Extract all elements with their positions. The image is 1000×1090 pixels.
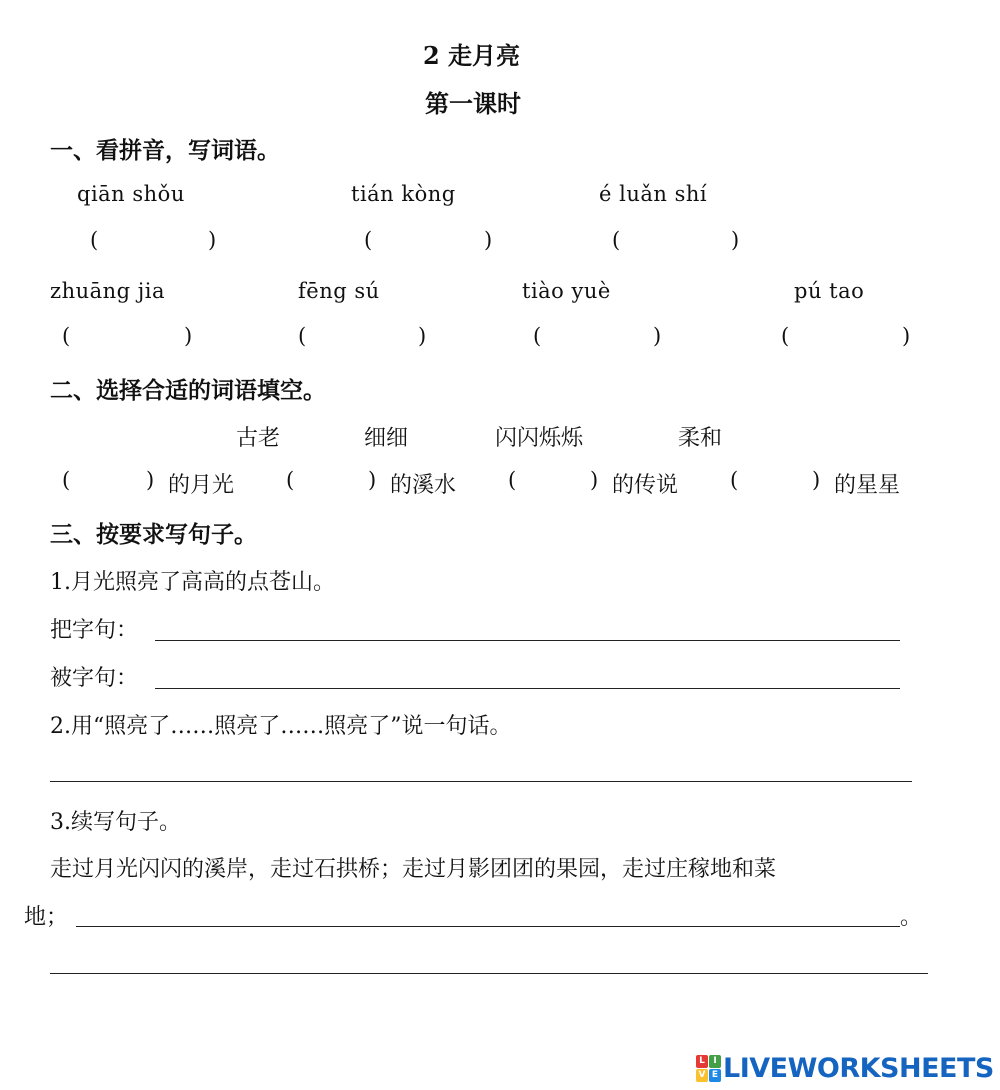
answer-paren-close: ) xyxy=(731,228,740,252)
pinyin-2: tián kòng xyxy=(351,182,456,206)
blank-paren-close: ) xyxy=(812,468,821,492)
answer-line[interactable] xyxy=(50,781,912,782)
pinyin-7: pú tao xyxy=(794,279,865,303)
section2-heading: 二、选择合适的词语填空。 xyxy=(50,377,326,404)
ba-sentence-label: 把字句： xyxy=(50,618,139,643)
fill-phrase: 的月光 xyxy=(168,473,235,498)
word-option: 柔和 xyxy=(678,426,723,451)
answer-paren-open: ( xyxy=(62,324,71,348)
pinyin-4: zhuāng jia xyxy=(50,279,166,303)
page-title: 2 走月亮 xyxy=(423,41,521,70)
answer-paren-open: ( xyxy=(364,228,373,252)
answer-paren-close: ) xyxy=(418,324,427,348)
answer-line[interactable] xyxy=(155,688,900,689)
answer-line[interactable] xyxy=(155,640,900,641)
blank-paren-open: ( xyxy=(286,468,295,492)
answer-paren-open: ( xyxy=(781,324,790,348)
bei-sentence-label: 被字句： xyxy=(50,666,139,691)
pinyin-3: é luǎn shí xyxy=(599,182,708,206)
answer-paren-open: ( xyxy=(90,228,99,252)
logo-text: LIVEWORKSHEETS xyxy=(723,1052,994,1084)
blank-paren-close: ) xyxy=(146,468,155,492)
page-subtitle: 第一课时 xyxy=(425,89,521,118)
question-3-text: 走过月光闪闪的溪岸，走过石拱桥；走过月影团团的果园，走过庄稼地和菜 xyxy=(50,857,777,882)
word-option: 细细 xyxy=(364,426,409,451)
blank-paren-close: ) xyxy=(368,468,377,492)
answer-paren-close: ) xyxy=(484,228,493,252)
blank-paren-open: ( xyxy=(62,468,71,492)
blank-paren-close: ) xyxy=(590,468,599,492)
answer-paren-close: ) xyxy=(902,324,911,348)
answer-line[interactable] xyxy=(50,973,928,974)
answer-paren-close: ) xyxy=(184,324,193,348)
logo-mark-letter: L xyxy=(696,1055,708,1068)
logo-mark-icon xyxy=(696,1055,720,1081)
blank-paren-open: ( xyxy=(508,468,517,492)
fill-phrase: 的溪水 xyxy=(390,473,457,498)
section1-heading: 一、看拼音，写词语。 xyxy=(50,137,280,164)
word-option: 古老 xyxy=(236,426,281,451)
question-3-end: 。 xyxy=(900,905,923,930)
pinyin-6: tiào yuè xyxy=(522,279,611,303)
section3-heading: 三、按要求写句子。 xyxy=(50,521,257,548)
pinyin-5: fēng sú xyxy=(298,279,380,303)
logo-mark-letter: E xyxy=(709,1069,721,1082)
answer-paren-close: ) xyxy=(208,228,217,252)
fill-phrase: 的传说 xyxy=(612,473,679,498)
pinyin-1: qiān shǒu xyxy=(77,182,185,206)
liveworksheets-logo xyxy=(696,1053,994,1083)
word-option: 闪闪烁烁 xyxy=(495,426,584,451)
question-1: 1.月光照亮了高高的点苍山。 xyxy=(50,570,335,595)
answer-paren-open: ( xyxy=(612,228,621,252)
answer-paren-open: ( xyxy=(298,324,307,348)
question-2: 2.用“照亮了……照亮了……照亮了”说一句话。 xyxy=(50,714,512,739)
question-3-continue: 地； xyxy=(24,905,69,930)
answer-line[interactable] xyxy=(76,926,900,927)
answer-paren-open: ( xyxy=(533,324,542,348)
answer-paren-close: ) xyxy=(653,324,662,348)
question-3: 3.续写句子。 xyxy=(50,810,181,835)
blank-paren-open: ( xyxy=(730,468,739,492)
fill-phrase: 的星星 xyxy=(834,473,901,498)
logo-mark-letter: I xyxy=(709,1055,721,1068)
logo-mark-letter: V xyxy=(696,1069,708,1082)
